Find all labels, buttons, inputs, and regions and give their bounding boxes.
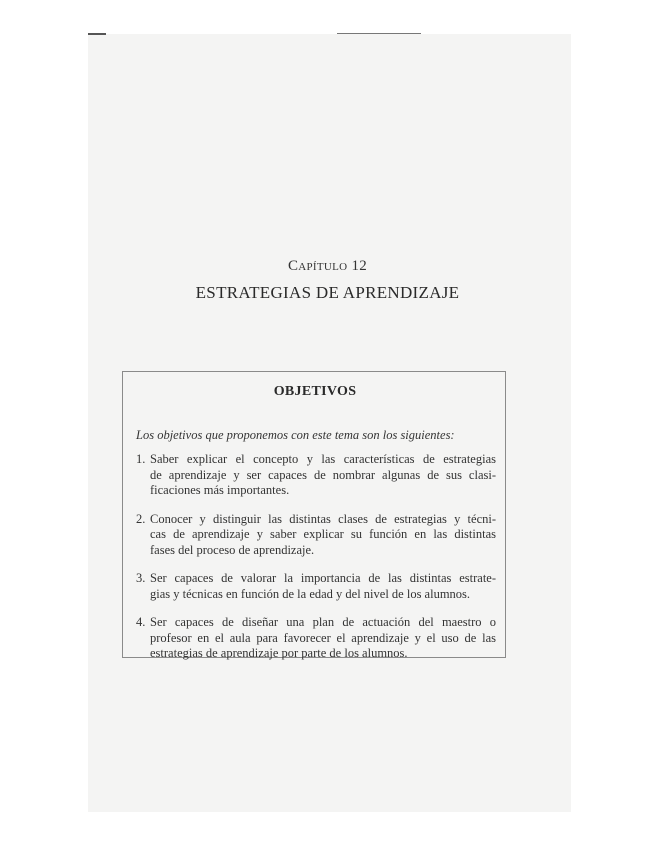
objective-line: Ser capaces de diseñar una plan de actuación del maestro o <box>150 615 496 629</box>
objective-number: 4. <box>136 615 146 629</box>
objective-number: 2. <box>136 511 146 526</box>
objective-line: fases del proceso de aprendizaje. <box>150 542 315 557</box>
objective-line: gias y técnicas en función de la edad y del nivel de los alumnos. <box>150 586 471 601</box>
objective-line: de aprendizaje y ser capaces de nombrar algunas de sus clasi- <box>150 467 496 482</box>
chapter-label: Capítulo 12 <box>287 258 368 274</box>
scan-edge-mark-left <box>88 33 106 35</box>
objective-line: Saber explicar el concepto y las características de estrategias <box>150 452 496 466</box>
objective-line: ficaciones más importantes. <box>150 483 290 497</box>
objective-number: 1. <box>136 452 146 466</box>
objective-item <box>136 512 496 559</box>
objective-line: profesor en el aula para favorecer el aprendizaje y el uso de las <box>150 630 496 645</box>
objective-line: estrategias de aprendizaje por parte de los alumnos. <box>150 646 408 660</box>
objective-line: cas de aprendizaje y saber explicar su función en las distintas <box>150 527 496 541</box>
scan-edge-mark-right <box>337 33 421 34</box>
chapter-title: ESTRATEGIAS DE APRENDIZAJE <box>195 283 460 302</box>
objective-number: 3. <box>136 571 146 585</box>
objective-line: Ser capaces de valorar la importancia de las distintas estrate- <box>150 571 496 585</box>
objectives-intro: Los objetivos que proponemos con este tema son los siguientes: <box>136 428 455 442</box>
objectives-box <box>122 371 506 658</box>
objective-item <box>136 571 496 602</box>
objectives-heading: OBJETIVOS <box>273 384 357 399</box>
objective-item <box>136 615 496 662</box>
objectives-list <box>136 452 496 675</box>
objective-line: Conocer y distinguir las distintas clases de estrategias y técni- <box>150 511 496 526</box>
objective-item <box>136 452 496 499</box>
